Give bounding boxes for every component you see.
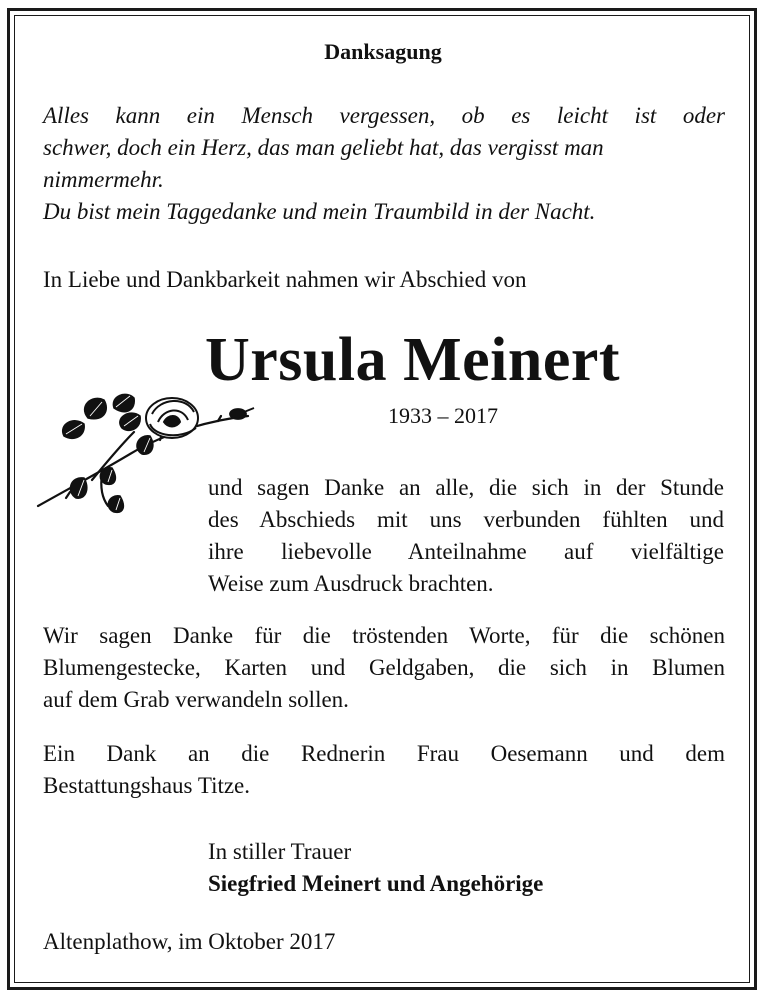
deceased-name: Ursula Meinert — [205, 326, 621, 394]
life-years: 1933 – 2017 — [388, 403, 498, 428]
text-line: des Abschieds mit uns verbunden fühlten und — [208, 507, 724, 532]
text-line: Bestattungshaus Titze. — [43, 773, 251, 798]
signer-name: Siegfried Meinert und Angehörige — [208, 871, 544, 896]
thanks-paragraph-3 — [43, 738, 725, 802]
text-line: und sagen Danke an alle, die sich in der Stunde — [208, 475, 724, 500]
text-line: ihre liebevolle Anteilnahme auf vielfältige — [208, 539, 724, 564]
text-line: Ein Dank an die Rednerin Frau Oesemann und dem — [43, 741, 725, 766]
notice-heading: Danksagung — [324, 39, 442, 64]
thanks-paragraph-1 — [208, 472, 724, 600]
intro-text: In Liebe und Dankbarkeit nahmen wir Abschied von — [43, 267, 527, 292]
mourning-text: In stiller Trauer — [208, 839, 352, 864]
poem — [43, 100, 725, 228]
place-date: Altenplathow, im Oktober 2017 — [43, 929, 336, 954]
poem-line: Alles kann ein Mensch vergessen, ob es leicht ist oder — [43, 103, 725, 128]
text-line: Wir sagen Danke für die tröstenden Worte, für die schönen — [43, 623, 725, 648]
text-line: Weise zum Ausdruck brachten. — [208, 571, 494, 596]
text-line: auf dem Grab verwandeln sollen. — [43, 687, 349, 712]
poem-line: Du bist mein Taggedanke und mein Traumbild in der Nacht. — [43, 199, 596, 224]
poem-line: nimmermehr. — [43, 167, 164, 192]
text-line: Blumengestecke, Karten und Geldgaben, die sich in Blumen — [43, 655, 725, 680]
thanks-paragraph-2 — [43, 620, 725, 716]
poem-line: schwer, doch ein Herz, das man geliebt hat, das vergisst man — [43, 135, 604, 160]
